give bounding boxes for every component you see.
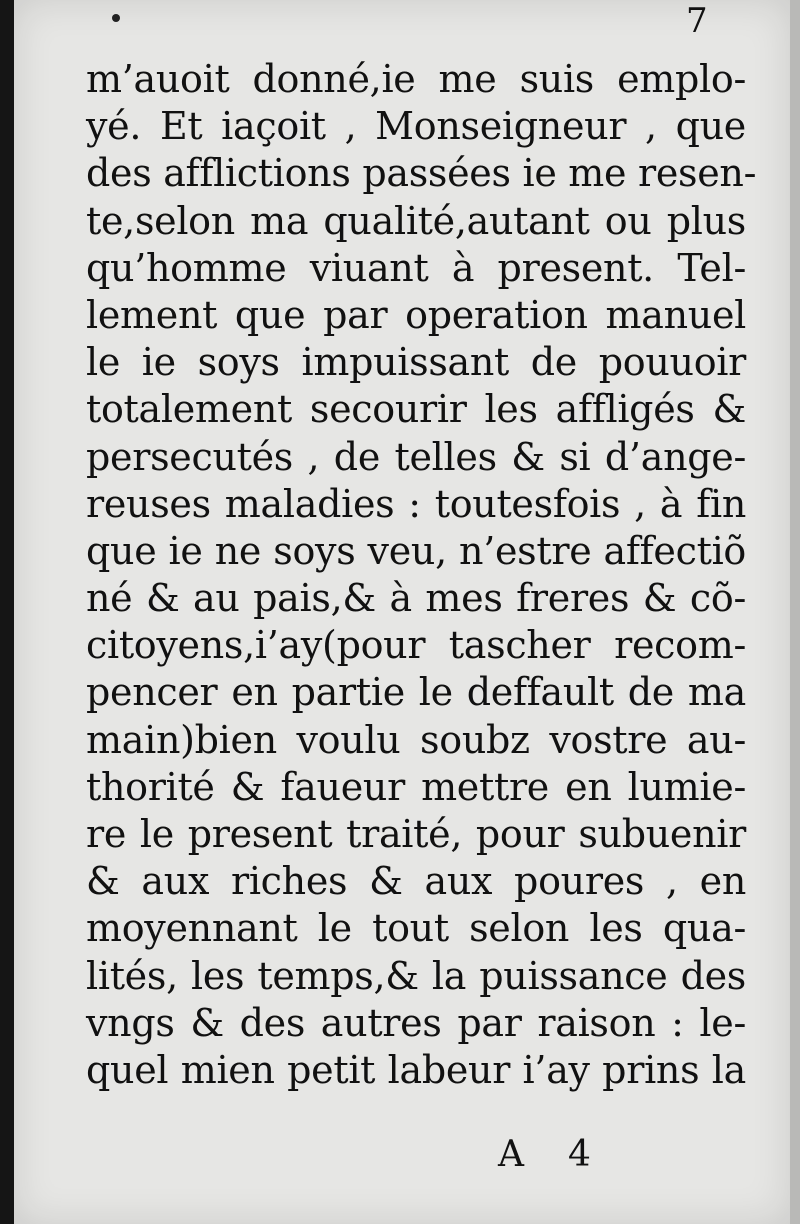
text-line: lement que par operation manuel: [86, 292, 746, 337]
text-line: re le present traité, pour subuenir: [86, 812, 746, 856]
text-line: quel mien petit labeur i’ay prins la: [86, 1047, 746, 1092]
right-page-edge: [790, 0, 800, 1224]
text-line: & aux riches & aux poures , en: [86, 859, 746, 904]
page-corner-mark: 7: [686, 1, 708, 41]
text-line: te,selon ma qualité,autant ou plus: [86, 198, 746, 243]
text-line: reuses maladies : toutesfois , à fin: [86, 481, 746, 526]
text-line: moyennant le tout selon les qua-: [86, 906, 746, 951]
text-line: persecutés , de telles & si d’ange-: [86, 434, 746, 479]
text-line: qu’homme viuant à present. Tel-: [86, 245, 746, 290]
text-line: main)bien voulu soubz vostre au-: [86, 717, 746, 762]
ink-dot-mark: [112, 14, 120, 22]
text-line: yé. Et iaçoit , Monseigneur , que: [86, 104, 746, 149]
signature-letter: A: [498, 1134, 524, 1175]
signature-mark: [498, 1130, 618, 1180]
text-line: totalement secourir les affligés &: [86, 387, 746, 432]
text-line: des afflictions passées ie me resen-: [86, 151, 757, 196]
body-text: [86, 56, 757, 1094]
left-page-edge: [0, 0, 14, 1224]
text-line: pencer en partie le deffault de ma: [86, 670, 746, 715]
text-line: vngs & des autres par raison : le-: [86, 1000, 746, 1045]
text-line: lités, les temps,& la puissance des: [86, 953, 746, 998]
text-line: que ie ne soys veu, n’estre affectiõ: [86, 528, 746, 573]
text-line: citoyens,i’ay(pour tascher recom-: [86, 623, 746, 668]
text-line: né & au pais,& à mes freres & cõ-: [86, 576, 746, 621]
text-line: m’auoit donné,ie me suis emplo-: [86, 57, 746, 101]
text-line: thorité & faueur mettre en lumie-: [86, 764, 746, 809]
signature-number: 4: [568, 1134, 591, 1175]
text-line: le ie soys impuissant de pouuoir: [86, 340, 746, 385]
